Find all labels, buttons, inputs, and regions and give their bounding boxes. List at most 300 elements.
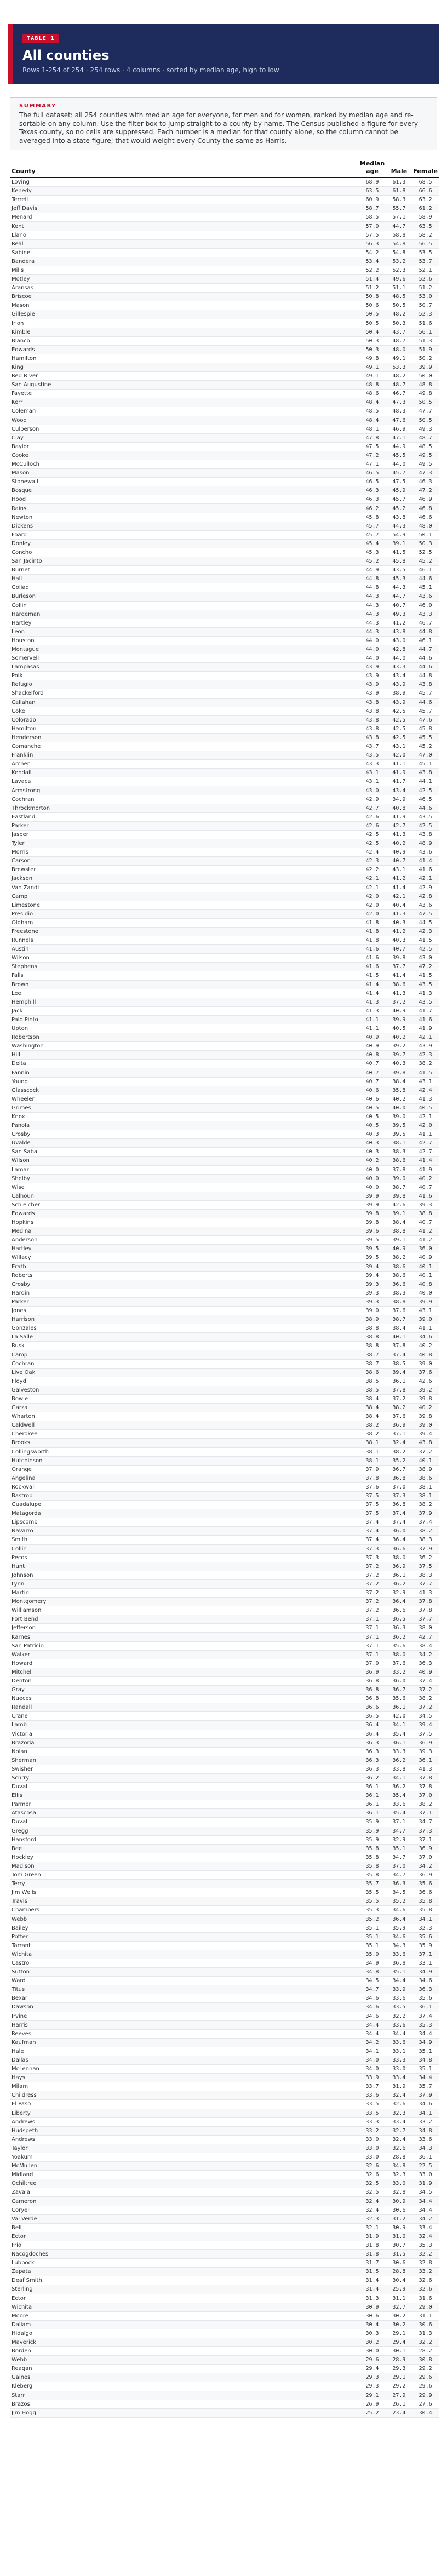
cell-county: Starr bbox=[10, 2391, 358, 2400]
cell-county: Irvine bbox=[10, 2012, 358, 2020]
cell-median-age: 31.4 bbox=[358, 2276, 387, 2285]
cell-female: 52.5 bbox=[411, 548, 439, 557]
cell-county: Hartley bbox=[10, 1245, 358, 1253]
cell-male: 46.7 bbox=[387, 390, 412, 398]
table-row bbox=[10, 1509, 439, 1518]
cell-county: Donley bbox=[10, 539, 358, 548]
table-row bbox=[10, 998, 439, 1006]
cell-county: Jones bbox=[10, 1307, 358, 1315]
cell-male: 34.6 bbox=[387, 1906, 412, 1915]
cell-median-age: 45.8 bbox=[358, 513, 387, 522]
cell-male: 38.1 bbox=[387, 1139, 412, 1148]
cell-female: 39.0 bbox=[411, 1359, 439, 1368]
cell-median-age: 40.3 bbox=[358, 1130, 387, 1139]
table-row bbox=[10, 1791, 439, 1800]
cell-county: Jim Wells bbox=[10, 1888, 358, 1897]
table-row bbox=[10, 460, 439, 469]
cell-male: 35.4 bbox=[387, 1730, 412, 1738]
cell-female: 34.7 bbox=[411, 1818, 439, 1827]
cell-median-age: 57.0 bbox=[358, 222, 387, 231]
cell-female: 39.9 bbox=[411, 363, 439, 371]
column-header-county[interactable]: County bbox=[10, 160, 358, 178]
table-row bbox=[10, 901, 439, 909]
cell-female: 38.9 bbox=[411, 1465, 439, 1474]
cell-female: 45.7 bbox=[411, 707, 439, 715]
cell-county: Kerr bbox=[10, 398, 358, 407]
cell-county: Travis bbox=[10, 1897, 358, 1906]
cell-male: 33.0 bbox=[387, 2065, 412, 2074]
cell-male: 44.7 bbox=[387, 222, 412, 231]
table-row bbox=[10, 187, 439, 196]
cell-median-age: 50.6 bbox=[358, 301, 387, 310]
cell-female: 44.5 bbox=[411, 918, 439, 927]
cell-median-age: 41.6 bbox=[358, 963, 387, 971]
cell-female: 41.3 bbox=[411, 1765, 439, 1773]
table-row bbox=[10, 2391, 439, 2400]
cell-median-age: 39.5 bbox=[358, 1253, 387, 1262]
cell-median-age: 38.6 bbox=[358, 1368, 387, 1377]
cell-female: 50.5 bbox=[411, 398, 439, 407]
cell-male: 48.2 bbox=[387, 310, 412, 319]
cell-female: 34.6 bbox=[411, 2100, 439, 2109]
cell-county: Freestone bbox=[10, 927, 358, 936]
table-row bbox=[10, 2259, 439, 2268]
cell-female: 46.8 bbox=[411, 504, 439, 513]
table-row bbox=[10, 2382, 439, 2391]
table-row bbox=[10, 2347, 439, 2356]
cell-median-age: 37.1 bbox=[358, 1615, 387, 1624]
cell-median-age: 39.8 bbox=[358, 1209, 387, 1218]
cell-county: Hamilton bbox=[10, 354, 358, 363]
cell-male: 28.8 bbox=[387, 2268, 412, 2276]
table-row bbox=[10, 275, 439, 284]
cell-male: 36.4 bbox=[387, 1536, 412, 1544]
cell-male: 37.1 bbox=[387, 1818, 412, 1827]
cell-male: 37.0 bbox=[387, 1862, 412, 1870]
cell-male: 40.3 bbox=[387, 1060, 412, 1068]
cell-county: Kimble bbox=[10, 328, 358, 336]
cell-median-age: 41.4 bbox=[358, 989, 387, 998]
cell-male: 40.7 bbox=[387, 857, 412, 866]
cell-county: Motley bbox=[10, 275, 358, 284]
cell-female: 52.3 bbox=[411, 310, 439, 319]
cell-median-age: 58.7 bbox=[358, 204, 387, 213]
cell-female: 38.3 bbox=[411, 1571, 439, 1579]
cell-male: 52.3 bbox=[387, 266, 412, 274]
cell-female: 46.3 bbox=[411, 478, 439, 486]
cell-female: 34.6 bbox=[411, 1977, 439, 1985]
cell-female: 41.2 bbox=[411, 1227, 439, 1236]
cell-male: 33.6 bbox=[387, 1994, 412, 2003]
cell-county: Gray bbox=[10, 1686, 358, 1695]
counties-table bbox=[10, 160, 439, 2418]
cell-male: 38.2 bbox=[387, 1253, 412, 1262]
table-row bbox=[10, 381, 439, 390]
cell-median-age: 25.2 bbox=[358, 2408, 387, 2417]
cell-county: Austin bbox=[10, 945, 358, 954]
cell-female: 46.5 bbox=[411, 795, 439, 804]
table-row bbox=[10, 2100, 439, 2109]
table-row bbox=[10, 2285, 439, 2294]
table-row bbox=[10, 583, 439, 592]
cell-female: 34.4 bbox=[411, 2074, 439, 2082]
cell-female: 37.5 bbox=[411, 1562, 439, 1571]
cell-male: 27.9 bbox=[387, 2391, 412, 2400]
cell-female: 34.8 bbox=[411, 2126, 439, 2135]
table-row bbox=[10, 1394, 439, 1403]
cell-female: 34.1 bbox=[411, 2109, 439, 2117]
table-row bbox=[10, 1501, 439, 1509]
cell-median-age: 45.7 bbox=[358, 522, 387, 530]
cell-male: 39.4 bbox=[387, 1368, 412, 1377]
cell-median-age: 43.7 bbox=[358, 742, 387, 751]
cell-median-age: 51.4 bbox=[358, 275, 387, 284]
cell-male: 46.9 bbox=[387, 425, 412, 433]
table-row bbox=[10, 1086, 439, 1095]
cell-median-age: 40.9 bbox=[358, 1033, 387, 1042]
cell-county: Mitchell bbox=[10, 1668, 358, 1676]
cell-county: Tarrant bbox=[10, 1941, 358, 1950]
cell-median-age: 45.2 bbox=[358, 557, 387, 566]
cell-median-age: 37.1 bbox=[358, 1633, 387, 1641]
cell-female: 40.5 bbox=[411, 1103, 439, 1112]
cell-county: Archer bbox=[10, 760, 358, 769]
cell-male: 39.1 bbox=[387, 1209, 412, 1218]
cell-median-age: 39.8 bbox=[358, 1218, 387, 1227]
table-row bbox=[10, 724, 439, 733]
cell-county: Hardeman bbox=[10, 610, 358, 619]
table-row bbox=[10, 442, 439, 451]
cell-male: 35.1 bbox=[387, 1844, 412, 1853]
cell-male: 41.1 bbox=[387, 760, 412, 769]
cell-median-age: 42.5 bbox=[358, 830, 387, 839]
cell-female: 32.6 bbox=[411, 2276, 439, 2285]
cell-male: 33.5 bbox=[387, 2003, 412, 2012]
table-row bbox=[10, 1342, 439, 1350]
table-row bbox=[10, 1051, 439, 1060]
cell-male: 36.9 bbox=[387, 1562, 412, 1571]
table-row bbox=[10, 654, 439, 663]
cell-median-age: 42.5 bbox=[358, 839, 387, 848]
cell-male: 36.4 bbox=[387, 1915, 412, 1924]
cell-median-age: 32.4 bbox=[358, 2197, 387, 2206]
cell-median-age: 46.5 bbox=[358, 478, 387, 486]
cell-male: 33.4 bbox=[387, 2074, 412, 2082]
cell-county: Guadalupe bbox=[10, 1501, 358, 1509]
cell-female: 50.2 bbox=[411, 354, 439, 363]
cell-county: Edwards bbox=[10, 1209, 358, 1218]
cell-county: Menard bbox=[10, 213, 358, 222]
cell-female: 39.2 bbox=[411, 1386, 439, 1394]
cell-county: Lampasas bbox=[10, 663, 358, 672]
cell-county: Shelby bbox=[10, 1174, 358, 1183]
cell-male: 30.1 bbox=[387, 2347, 412, 2356]
cell-median-age: 42.3 bbox=[358, 857, 387, 866]
cell-female: 37.2 bbox=[411, 1686, 439, 1695]
cell-county: Floyd bbox=[10, 1377, 358, 1386]
cell-county: Maverick bbox=[10, 2338, 358, 2346]
cell-female: 37.7 bbox=[411, 1579, 439, 1588]
cell-male: 48.0 bbox=[387, 345, 412, 354]
table-row bbox=[10, 301, 439, 310]
cell-male: 47.3 bbox=[387, 398, 412, 407]
cell-female: 34.9 bbox=[411, 1968, 439, 1977]
cell-median-age: 42.6 bbox=[358, 821, 387, 830]
cell-female: 50.1 bbox=[411, 530, 439, 539]
table-row bbox=[10, 1130, 439, 1139]
cell-median-age: 37.3 bbox=[358, 1544, 387, 1553]
cell-median-age: 44.3 bbox=[358, 592, 387, 601]
cell-county: Kenedy bbox=[10, 187, 358, 196]
cell-county: Oldham bbox=[10, 918, 358, 927]
cell-male: 38.6 bbox=[387, 1271, 412, 1280]
table-row bbox=[10, 557, 439, 566]
cell-median-age: 33.0 bbox=[358, 2144, 387, 2153]
table-row bbox=[10, 2003, 439, 2012]
cell-male: 32.9 bbox=[387, 1835, 412, 1844]
cell-county: McCulloch bbox=[10, 460, 358, 469]
cell-county: Hutchinson bbox=[10, 1456, 358, 1465]
cell-female: 41.3 bbox=[411, 1095, 439, 1103]
cell-female: 42.7 bbox=[411, 1139, 439, 1148]
table-row bbox=[10, 1350, 439, 1359]
table-row bbox=[10, 804, 439, 812]
cell-median-age: 52.2 bbox=[358, 266, 387, 274]
cell-median-age: 44.3 bbox=[358, 601, 387, 610]
cell-median-age: 39.3 bbox=[358, 1289, 387, 1297]
cell-county: Hood bbox=[10, 495, 358, 504]
cell-county: Van Zandt bbox=[10, 883, 358, 892]
cell-male: 38.4 bbox=[387, 1218, 412, 1227]
cell-male: 31.0 bbox=[387, 2232, 412, 2241]
cell-female: 43.9 bbox=[411, 1042, 439, 1051]
table-row bbox=[10, 1112, 439, 1121]
cell-county: Gonzales bbox=[10, 1324, 358, 1333]
cell-median-age: 33.2 bbox=[358, 2126, 387, 2135]
cell-median-age: 38.2 bbox=[358, 1421, 387, 1430]
cell-median-age: 44.9 bbox=[358, 566, 387, 575]
cell-male: 48.3 bbox=[387, 407, 412, 416]
cell-female: 39.4 bbox=[411, 1721, 439, 1730]
cell-female: 33.4 bbox=[411, 2223, 439, 2232]
table-row bbox=[10, 909, 439, 918]
table-row bbox=[10, 963, 439, 971]
table-row bbox=[10, 2135, 439, 2144]
cell-county: Bastrop bbox=[10, 1491, 358, 1500]
cell-female: 41.4 bbox=[411, 1157, 439, 1165]
cell-male: 44.3 bbox=[387, 583, 412, 592]
cell-median-age: 36.3 bbox=[358, 1765, 387, 1773]
table-row bbox=[10, 239, 439, 248]
column-header-median-age[interactable]: Median age bbox=[358, 160, 387, 178]
cell-county: Wise bbox=[10, 1183, 358, 1192]
cell-median-age: 50.3 bbox=[358, 336, 387, 345]
cell-median-age: 34.4 bbox=[358, 2029, 387, 2038]
cell-female: 41.5 bbox=[411, 971, 439, 980]
cell-male: 43.0 bbox=[387, 636, 412, 645]
cell-county: Mason bbox=[10, 469, 358, 478]
cell-male: 36.2 bbox=[387, 1783, 412, 1791]
cell-male: 33.1 bbox=[387, 2047, 412, 2056]
cell-county: Lipscomb bbox=[10, 1518, 358, 1527]
cell-median-age: 39.4 bbox=[358, 1271, 387, 1280]
cell-county: Armstrong bbox=[10, 786, 358, 795]
cell-female: 32.3 bbox=[411, 1924, 439, 1932]
table-row bbox=[10, 178, 439, 187]
cell-median-age: 40.7 bbox=[358, 1060, 387, 1068]
cell-median-age: 31.7 bbox=[358, 2259, 387, 2268]
cell-county: Yoakum bbox=[10, 2153, 358, 2162]
cell-median-age: 31.8 bbox=[358, 2250, 387, 2259]
cell-county: Hemphill bbox=[10, 998, 358, 1006]
cell-female: 32.4 bbox=[411, 2232, 439, 2241]
cell-male: 47.5 bbox=[387, 478, 412, 486]
cell-female: 43.6 bbox=[411, 848, 439, 857]
table-row bbox=[10, 478, 439, 486]
cell-county: Hudspeth bbox=[10, 2126, 358, 2135]
cell-male: 49.3 bbox=[387, 610, 412, 619]
cell-female: 39.0 bbox=[411, 1421, 439, 1430]
cell-male: 39.2 bbox=[387, 1042, 412, 1051]
table-row bbox=[10, 1959, 439, 1967]
cell-median-age: 37.2 bbox=[358, 1562, 387, 1571]
cell-county: Montgomery bbox=[10, 1598, 358, 1606]
cell-male: 43.8 bbox=[387, 513, 412, 522]
cell-male: 41.4 bbox=[387, 971, 412, 980]
cell-median-age: 42.4 bbox=[358, 848, 387, 857]
cell-male: 33.9 bbox=[387, 1985, 412, 1994]
cell-male: 34.3 bbox=[387, 1941, 412, 1950]
cell-female: 44.8 bbox=[411, 672, 439, 680]
table-row bbox=[10, 812, 439, 821]
cell-county: Atascosa bbox=[10, 1809, 358, 1818]
table-row bbox=[10, 1985, 439, 1994]
table-row bbox=[10, 2126, 439, 2135]
table-row bbox=[10, 416, 439, 425]
cell-male: 40.9 bbox=[387, 1006, 412, 1015]
cell-county: Lavaca bbox=[10, 777, 358, 786]
table-row bbox=[10, 1941, 439, 1950]
cell-county: Glasscock bbox=[10, 1086, 358, 1095]
table-row bbox=[10, 918, 439, 927]
table-row bbox=[10, 1703, 439, 1712]
cell-median-age: 40.6 bbox=[358, 1086, 387, 1095]
cell-median-age: 43.8 bbox=[358, 707, 387, 715]
cell-female: 35.1 bbox=[411, 2065, 439, 2074]
cell-county: Erath bbox=[10, 1262, 358, 1271]
table-row bbox=[10, 1024, 439, 1033]
cell-median-age: 39.4 bbox=[358, 1262, 387, 1271]
cell-male: 23.4 bbox=[387, 2408, 412, 2417]
cell-county: Pecos bbox=[10, 1553, 358, 1562]
cell-median-age: 38.1 bbox=[358, 1447, 387, 1456]
cell-county: Duval bbox=[10, 1818, 358, 1827]
cell-male: 42.0 bbox=[387, 1712, 412, 1721]
cell-county: Burleson bbox=[10, 592, 358, 601]
cell-male: 50.5 bbox=[387, 301, 412, 310]
cell-female: 33.2 bbox=[411, 2117, 439, 2126]
cell-median-age: 41.5 bbox=[358, 971, 387, 980]
cell-median-age: 43.1 bbox=[358, 777, 387, 786]
column-header-male[interactable]: Male bbox=[387, 160, 412, 178]
cell-county: Young bbox=[10, 1077, 358, 1086]
cell-female: 38.8 bbox=[411, 1209, 439, 1218]
table-body bbox=[10, 178, 439, 2417]
cell-county: Wharton bbox=[10, 1412, 358, 1421]
cell-county: Johnson bbox=[10, 1571, 358, 1579]
cell-female: 43.0 bbox=[411, 954, 439, 963]
column-header-female[interactable]: Female bbox=[411, 160, 439, 178]
cell-male: 48.7 bbox=[387, 336, 412, 345]
cell-female: 35.6 bbox=[411, 1932, 439, 1941]
cell-median-age: 37.5 bbox=[358, 1501, 387, 1509]
cell-county: Llano bbox=[10, 231, 358, 239]
cell-county: Ector bbox=[10, 2232, 358, 2241]
cell-female: 39.8 bbox=[411, 1394, 439, 1403]
cell-median-age: 43.5 bbox=[358, 751, 387, 760]
cell-county: Moore bbox=[10, 2311, 358, 2320]
cell-county: Reeves bbox=[10, 2029, 358, 2038]
cell-female: 42.3 bbox=[411, 1051, 439, 1060]
cell-male: 30.2 bbox=[387, 2311, 412, 2320]
cell-median-age: 38.8 bbox=[358, 1333, 387, 1342]
cell-female: 46.1 bbox=[411, 566, 439, 575]
table-row bbox=[10, 1077, 439, 1086]
cell-male: 38.6 bbox=[387, 1157, 412, 1165]
cell-female: 36.6 bbox=[411, 1888, 439, 1897]
table-row bbox=[10, 336, 439, 345]
cell-median-age: 32.3 bbox=[358, 2214, 387, 2223]
summary-label: SUMMARY bbox=[19, 103, 56, 109]
table-row bbox=[10, 1227, 439, 1236]
cell-female: 44.6 bbox=[411, 575, 439, 583]
cell-male: 42.5 bbox=[387, 715, 412, 724]
cell-female: 44.6 bbox=[411, 663, 439, 672]
cell-male: 40.8 bbox=[387, 804, 412, 812]
cell-male: 57.1 bbox=[387, 213, 412, 222]
cell-male: 34.6 bbox=[387, 1932, 412, 1941]
cell-male: 33.6 bbox=[387, 2038, 412, 2047]
cell-male: 48.5 bbox=[387, 293, 412, 301]
cell-male: 44.9 bbox=[387, 442, 412, 451]
cell-male: 34.1 bbox=[387, 1773, 412, 1782]
cell-female: 37.9 bbox=[411, 1544, 439, 1553]
cell-county: Frio bbox=[10, 2241, 358, 2249]
cell-county: Loving bbox=[10, 178, 358, 187]
cell-female: 42.7 bbox=[411, 1633, 439, 1641]
cell-median-age: 32.5 bbox=[358, 2188, 387, 2197]
cell-male: 29.1 bbox=[387, 2329, 412, 2338]
cell-median-age: 50.5 bbox=[358, 319, 387, 328]
cell-female: 31.9 bbox=[411, 2179, 439, 2188]
cell-female: 45.2 bbox=[411, 557, 439, 566]
cell-male: 32.6 bbox=[387, 2100, 412, 2109]
cell-county: Red River bbox=[10, 372, 358, 381]
cell-county: Shackelford bbox=[10, 689, 358, 698]
cell-county: Brazos bbox=[10, 2400, 358, 2408]
cell-median-age: 35.0 bbox=[358, 1950, 387, 1959]
table-row bbox=[10, 310, 439, 319]
cell-median-age: 58.5 bbox=[358, 213, 387, 222]
cell-female: 42.3 bbox=[411, 927, 439, 936]
cell-median-age: 34.0 bbox=[358, 2056, 387, 2064]
cell-female: 48.5 bbox=[411, 442, 439, 451]
table-row bbox=[10, 257, 439, 266]
table-row bbox=[10, 2029, 439, 2038]
cell-female: 45.1 bbox=[411, 583, 439, 592]
cell-female: 41.2 bbox=[411, 1236, 439, 1245]
cell-county: Sterling bbox=[10, 2285, 358, 2294]
